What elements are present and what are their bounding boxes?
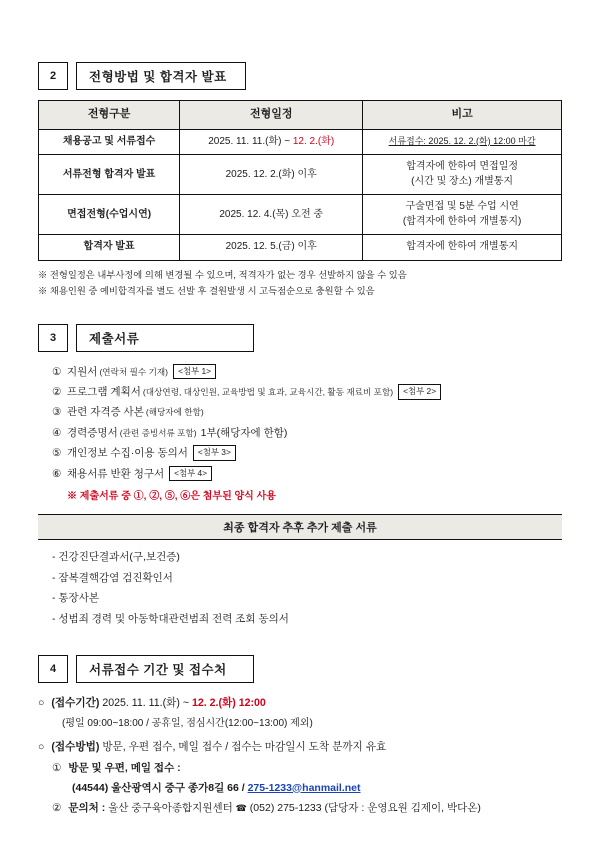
item-label: 지원서 xyxy=(67,365,98,378)
section-4 xyxy=(38,655,562,819)
attachment-tag: <첨부 3> xyxy=(193,445,236,461)
item-note: (관련 증빙서류 포함) xyxy=(119,427,197,438)
remarks-underlined: 서류접수: 2025. 12. 2.(화) 12:00 마감 xyxy=(388,135,536,146)
cell-schedule: 2025. 12. 4.(목) 오전 중 xyxy=(180,195,363,235)
period-row xyxy=(38,693,562,714)
required-documents-list xyxy=(52,362,562,503)
period-date: 2025. 11. 11.(화) ~ xyxy=(102,697,192,710)
visit-label: 방문 및 우편, 메일 접수 : xyxy=(68,761,181,774)
table-row xyxy=(39,155,562,195)
list-item xyxy=(52,443,562,463)
col-header-category: 전형구분 xyxy=(39,101,180,130)
list-item: - 성범죄 경력 및 아동학대관련범죄 전력 조회 동의서 xyxy=(52,612,289,625)
item-label: 개인정보 수집·이용 동의서 xyxy=(67,447,188,460)
list-item: - 통장사본 xyxy=(52,592,99,605)
remarks-line-2: (합격자에 한하여 개별통지) xyxy=(402,215,522,227)
item-number: ③ xyxy=(52,406,62,419)
application-details xyxy=(38,693,562,819)
cell-category: 채용공고 및 서류접수 xyxy=(39,129,180,155)
cell-remarks: 합격자에 한하여 개별통지 xyxy=(363,235,562,261)
cell-remarks xyxy=(363,195,562,235)
bullet-circle-icon: ○ xyxy=(38,740,45,753)
list-item xyxy=(52,464,562,484)
cell-schedule xyxy=(180,129,363,155)
table-row xyxy=(39,235,562,261)
cell-category: 서류전형 합격자 발표 xyxy=(39,155,180,195)
item-label: 채용서류 반환 청구서 xyxy=(67,467,165,480)
section-2-heading xyxy=(38,62,562,90)
cell-schedule: 2025. 12. 5.(금) 이후 xyxy=(180,235,363,261)
visit-address-row xyxy=(72,779,562,799)
final-documents-heading: 최종 합격자 추후 추가 제출 서류 xyxy=(38,514,562,540)
item-number: ⑤ xyxy=(52,447,62,460)
remarks-line-1: 합격자에 한하여 면접일정 xyxy=(406,161,519,173)
method-label: (접수방법) xyxy=(51,740,100,753)
note-item: ※ 채용인원 중 예비합격자를 별도 선발 후 결원발생 시 고득점순으로 충원할 수 있음 xyxy=(38,285,375,296)
section-4-title: 서류접수 기간 및 접수처 xyxy=(76,655,254,683)
item-label: 프로그램 계획서 xyxy=(67,386,141,398)
period-deadline: 12. 2.(화) 12:00 xyxy=(191,697,266,710)
list-item xyxy=(52,423,562,443)
table-header-row xyxy=(39,101,562,130)
table-row xyxy=(39,129,562,155)
item-note: (해당자에 한함) xyxy=(145,407,204,418)
cell-remarks xyxy=(363,155,562,195)
cell-schedule: 2025. 12. 2.(화) 이후 xyxy=(180,155,363,195)
inquiry-center: 울산 중구육아종합지원센터 xyxy=(108,802,236,815)
section-4-heading xyxy=(38,655,562,683)
item-label: 경력증명서 xyxy=(67,426,118,439)
list-item xyxy=(52,362,562,382)
bullet-circle-icon: ○ xyxy=(38,697,45,710)
inquiry-label: 문의처 : xyxy=(68,802,106,815)
item-number: ① xyxy=(52,365,62,378)
final-documents-list xyxy=(38,540,562,629)
telephone-icon: ☎ xyxy=(235,803,247,814)
visit-email[interactable]: 275-1233@hanmail.net xyxy=(247,781,361,794)
item-number: ② xyxy=(52,802,62,815)
cell-category: 면접전형(수업시연) xyxy=(39,195,180,235)
note-item: ※ 전형일정은 내부사정에 의해 변경될 수 있으며, 적격자가 없는 경우 선발하지 않을 수 있음 xyxy=(38,269,407,280)
list-item xyxy=(52,382,562,402)
item-note: (연락처 필수 기재) xyxy=(99,366,169,377)
final-documents-box xyxy=(38,514,562,629)
list-item xyxy=(52,402,562,422)
cell-remarks xyxy=(363,129,562,155)
inquiry-phone: (052) 275-1233 (담당자 : 운영요원 김제이, 박다온) xyxy=(246,802,481,815)
section-3-number: 3 xyxy=(38,324,68,352)
attachment-tag: <첨부 2> xyxy=(398,384,441,400)
attachment-tag: <첨부 1> xyxy=(173,364,216,380)
item-number: ⑥ xyxy=(52,467,62,480)
schedule-text: 2025. 11. 11.(화) ~ xyxy=(208,135,293,147)
section-2-notes xyxy=(38,268,562,300)
method-text: 방문, 우편 접수, 메일 접수 / 접수는 마감일시 도착 분까지 유효 xyxy=(102,740,387,753)
schedule-deadline: 12. 2.(화) xyxy=(292,135,335,147)
remarks-line-2: (시간 및 장소) 개별통지 xyxy=(411,175,514,187)
visit-row xyxy=(52,758,562,779)
item-number: ② xyxy=(52,386,62,398)
selection-schedule-table xyxy=(38,100,562,261)
period-sub-note: (평일 09:00~18:00 / 공휴일, 점심시간(12:00~13:00) 제외) xyxy=(62,717,313,729)
item-label: 관련 자격증 사본 xyxy=(67,406,144,419)
cell-category: 합격자 발표 xyxy=(39,235,180,261)
inquiry-row xyxy=(52,798,562,819)
table-row xyxy=(39,195,562,235)
visit-address: (44544) 울산광역시 중구 종가8길 66 / xyxy=(72,781,248,794)
form-usage-note: ※ 제출서류 중 ①, ②, ⑤, ⑥은 첨부된 양식 사용 xyxy=(67,491,276,503)
item-tail: 1부(해당자에 한함) xyxy=(200,426,288,439)
col-header-schedule: 전형일정 xyxy=(180,101,363,130)
section-3 xyxy=(38,324,562,630)
period-label: (접수기간) xyxy=(51,697,100,710)
list-item: - 건강진단결과서(구,보건증) xyxy=(52,551,180,564)
section-3-heading xyxy=(38,324,562,352)
section-2-title: 전형방법 및 합격자 발표 xyxy=(76,62,246,90)
section-3-title: 제출서류 xyxy=(76,324,254,352)
section-4-number: 4 xyxy=(38,655,68,683)
section-2-number: 2 xyxy=(38,62,68,90)
list-item: - 잠복결핵감염 검진확인서 xyxy=(52,571,173,584)
method-row xyxy=(38,737,562,758)
attachment-tag: <첨부 4> xyxy=(169,466,212,482)
item-note: (대상연령, 대상인원, 교육방법 및 효과, 교육시간, 활동 재료비 포함) xyxy=(142,387,394,397)
remarks-line-1: 구술면접 및 5분 수업 시연 xyxy=(405,201,519,213)
col-header-remarks: 비고 xyxy=(363,101,562,130)
item-number: ① xyxy=(52,761,62,774)
item-number: ④ xyxy=(52,426,62,439)
